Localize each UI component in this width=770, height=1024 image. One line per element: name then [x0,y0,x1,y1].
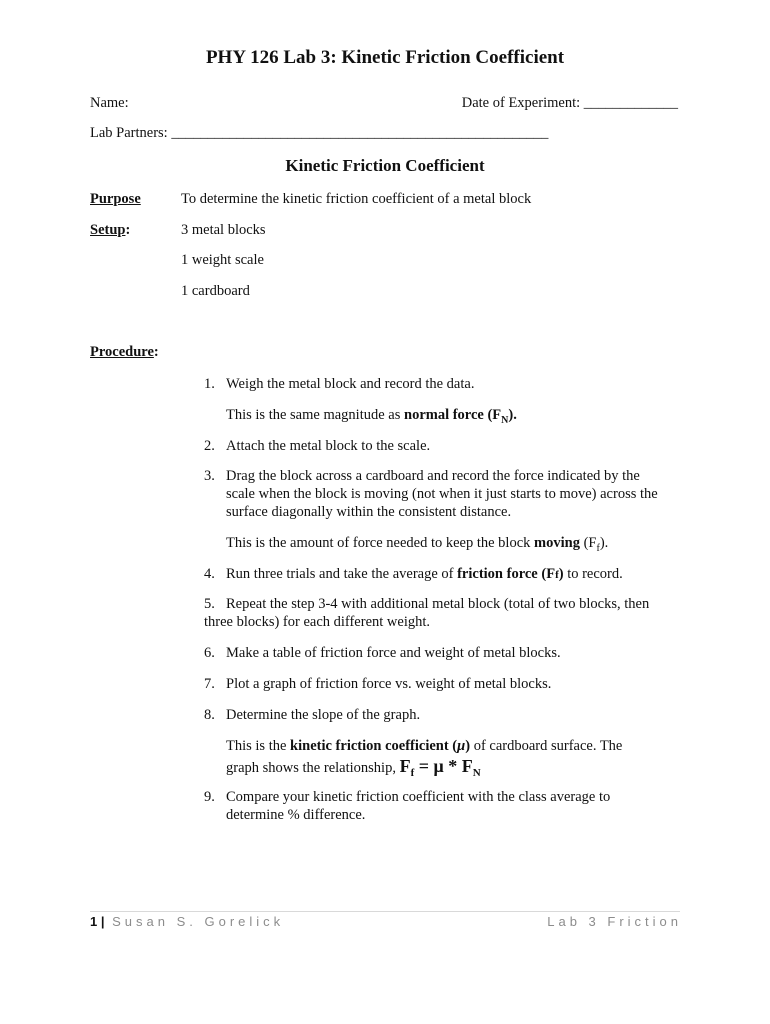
step-number: 6. [204,645,215,661]
procedure-step-1 [204,375,474,393]
procedure-step-7 [204,675,551,693]
step-text: Determine the slope of the graph. [226,707,421,723]
step-text: Repeat the step 3-4 with additional metal block (total of two blocks, then [226,596,650,612]
procedure-step-8 [204,706,420,724]
procedure-step-2 [204,437,430,455]
equation-subscript: f [410,766,415,779]
note-bold: kinetic friction coefficient ( [290,738,458,754]
step-1-note [226,406,517,430]
step-3-note [226,534,608,558]
procedure-heading [90,344,159,361]
date-of-experiment-label: Date of Experiment: _____________ [461,95,678,111]
setup-label: Setup [90,222,126,238]
note-bold-close: ) [465,738,471,754]
document-title: PHY 126 Lab 3: Kinetic Friction Coefficient [205,47,565,68]
step-8-note [226,736,622,783]
equation-f: F [399,756,411,776]
lab-partners-label: Lab Partners: ____________________________________________________ [90,125,549,141]
step-text: surface diagonally within the consistent distance. [226,504,512,520]
footer-author: Susan S. Gorelick [112,914,285,929]
note-bold: moving [534,535,580,551]
step-text-post: to record. [563,566,623,582]
note-subscript: f [596,542,600,554]
footer-divider [90,911,680,912]
step-number: 9. [204,789,215,805]
step-bold-close: ) [558,566,564,582]
footer-right: Lab 3 Friction [547,914,682,929]
step-text: Plot a graph of friction force vs. weight of metal blocks. [226,676,552,692]
note-post: ). [599,535,609,551]
step-bold: friction force (F [457,566,556,582]
step-number: 1. [204,376,215,392]
name-label: Name: [90,95,129,111]
note-text: graph shows the relationship, [226,760,400,776]
step-subscript: f [555,569,559,581]
step-text: scale when the block is moving (not when it just starts to move) across the [226,486,658,502]
step-number: 3. [204,468,215,484]
setup-item: 3 metal blocks [181,222,266,238]
procedure-step-6 [204,644,561,662]
note-subscript: N [501,414,509,426]
note-mid: (F [579,535,597,551]
procedure-step-9 [204,788,610,824]
equation-mid: = μ * F [414,756,473,776]
procedure-label: Procedure [90,344,154,360]
step-number: 7. [204,676,215,692]
note-text: This is the amount of force needed to keep the block [226,535,535,551]
step-number: 4. [204,566,215,582]
equation-subscript: N [472,766,481,779]
page-number: 1 | [90,914,105,929]
section-title: Kinetic Friction Coefficient [285,156,485,175]
step-text: Weigh the metal block and record the data. [226,376,475,392]
step-text: Run three trials and take the average of [226,566,458,582]
purpose-label: Purpose [90,191,141,207]
step-text: Attach the metal block to the scale. [226,438,431,454]
note-text: This is the same magnitude as [226,407,404,423]
setup-item: 1 cardboard [181,283,250,299]
procedure-step-3 [204,467,658,521]
step-text: three blocks) for each different weight. [204,614,430,630]
step-text: determine % difference. [226,807,366,823]
step-number: 5. [204,596,215,612]
procedure-step-5 [204,595,649,631]
footer-left [90,914,284,929]
purpose-text: To determine the kinetic friction coefficient of a metal block [181,191,532,207]
setup-item: 1 weight scale [181,252,264,268]
step-number: 2. [204,438,215,454]
setup-colon: : [125,222,131,238]
step-number: 8. [204,707,215,723]
setup-heading [90,222,130,239]
mu-symbol: μ [457,738,466,754]
note-text: This is the [226,738,291,754]
note-post: of cardboard surface. The [470,738,623,754]
procedure-step-4 [204,565,623,584]
procedure-colon: : [153,344,159,360]
note-post: ). [508,407,517,423]
note-bold: normal force (F [404,407,502,423]
step-text: Drag the block across a cardboard and record the force indicated by the [226,468,640,484]
step-text: Make a table of friction force and weight of metal blocks. [226,645,561,661]
step-text: Compare your kinetic friction coefficient with the class average to [226,789,611,805]
